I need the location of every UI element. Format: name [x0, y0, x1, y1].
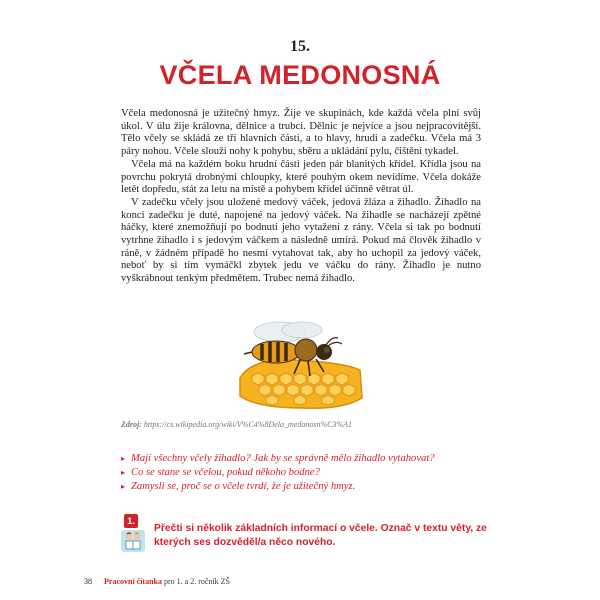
bullet-icon: ▸	[121, 468, 126, 477]
book-subtitle: pro 1. a 2. ročník ZŠ	[162, 577, 230, 586]
task-instruction: Přečti si několik základních informací o včele. Označ v textu věty, ze kterých ses dozvěděl/a něco nového.	[154, 523, 487, 548]
book-title: Pracovní čítanka	[104, 577, 162, 586]
source-url[interactable]: https://cs.wikipedia.org/wiki/V%C4%8Dela_medonosn%C3%A1	[143, 420, 353, 429]
bee-on-honeycomb-illustration	[232, 318, 367, 410]
page-footer	[84, 577, 230, 586]
question-item: ▸ Zamysli se, proč se o včele tvrdí, že je užitečný hmyz.	[121, 481, 356, 492]
bullet-icon: ▸	[121, 482, 126, 491]
question-list	[121, 452, 481, 494]
task-number-badge: 1.	[124, 514, 138, 528]
page-number: 38	[84, 577, 92, 586]
question-item: ▸ Mají všechny včely žihadlo? Jak by se správně mělo žihadlo vytahovat?	[121, 453, 435, 464]
image-source	[121, 420, 481, 429]
article-text	[121, 108, 481, 286]
page-title: VČELA MEDONOSNÁ	[159, 60, 441, 90]
reading-children-icon	[121, 530, 145, 552]
bullet-icon: ▸	[121, 454, 126, 463]
source-label: Zdroj:	[121, 420, 142, 429]
question-item: ▸ Co se stane se včelou, pokud někoho bodne?	[121, 467, 320, 478]
paragraph-3: V zadečku včely jsou uložené medový váček, jedová žláza a žihadlo. Žihadlo na konci zadečku je duté, napojené na jedový váček. Na žihadle se nacházejí zpětné háčky, které znemožňují po bodnutí jeho vytažení z rány. Včela si tak po bodnutí vytrhne žihadlo i s jedovým váčkem a následně umírá. Pokud má člověk žihadlo v ráně, v žádném případě ho nesmí vytahovat tak, aby ho uchopil za jedový váček, neboť by si tím vymáčkl zbytek jedu ve váčku do rány. Žihadlo je nutno vyškrábnout tenkým předmětem. Trubec nemá žihadlo.	[121, 196, 481, 285]
chapter-number: 15.	[290, 38, 310, 55]
paragraph-2: Včela má na každém boku hrudní části jeden pár blanitých křídel. Křídla jsou na povrchu pokrytá drobnými chloupky, které pouhým okem nevidíme. Včela dokáže letět dopředu, stát za letu na místě a pohybem křídel účinně větrat úl.	[121, 158, 481, 196]
paragraph-1: Včela medonosná je užitečný hmyz. Žije ve skupinách, kde každá včela plní svůj úkol. V úlu žije královna, dělnice a trubci. Dělnic je nejvíce a jsou nejpracovitější. Tělo včely se skládá ze tří hlavních částí, a to hlavy, hrudi a zadečku. Včela má 3 páry nohou. Včele slouží nohy k pohybu, sběru a ukládání pylu, čištění tykadel.	[121, 108, 481, 158]
task-block	[121, 514, 501, 554]
honeycomb-image	[240, 360, 362, 408]
